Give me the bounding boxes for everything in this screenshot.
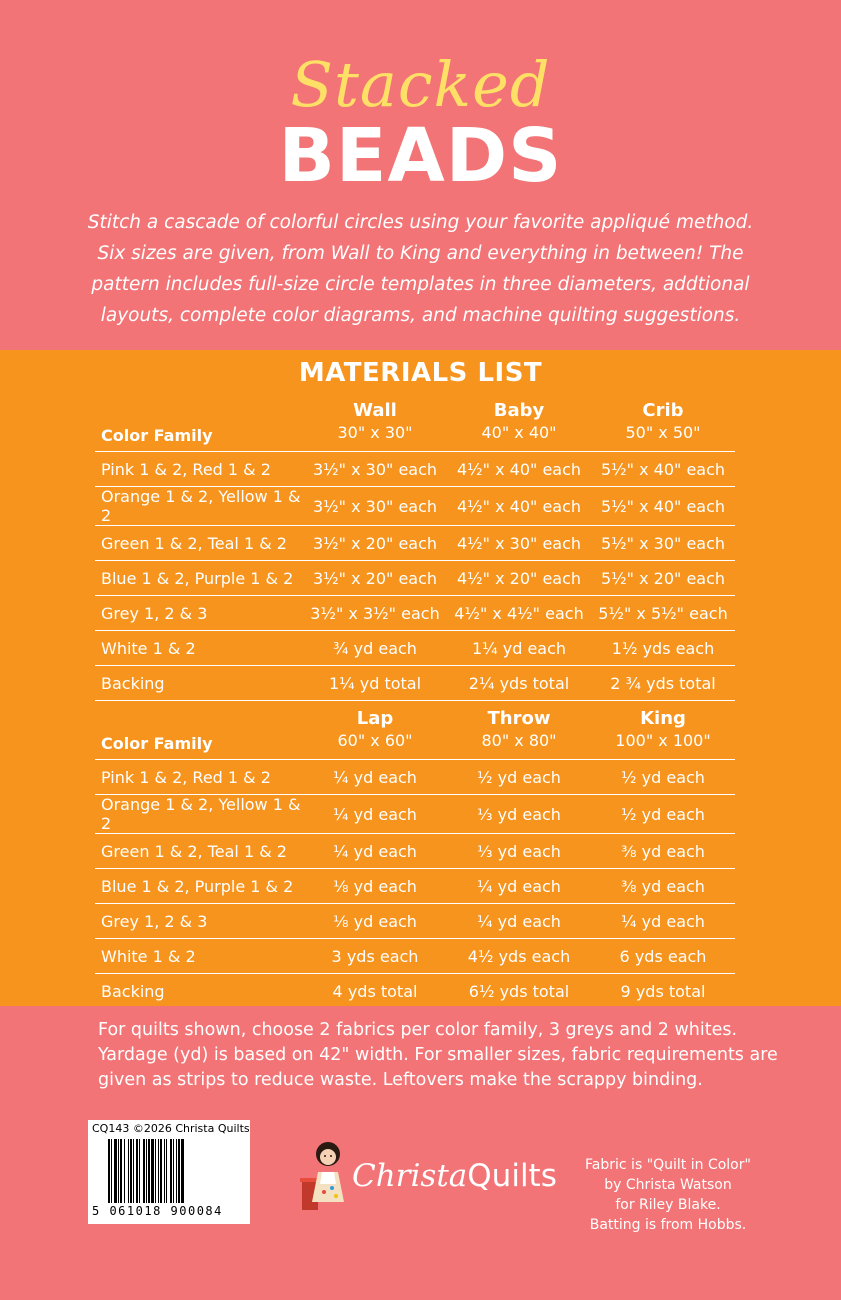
table-row bbox=[95, 561, 735, 596]
size-dimensions: 60" x 60" bbox=[337, 731, 413, 750]
logo-text-quilts: Quilts bbox=[467, 1158, 557, 1194]
credits-text bbox=[568, 1155, 768, 1235]
row-label: White 1 & 2 bbox=[95, 939, 303, 974]
table-cell: ¼ yd each bbox=[303, 795, 447, 834]
table-cell: 1¼ yd total bbox=[303, 666, 447, 701]
table-cell: 3 yds each bbox=[303, 939, 447, 974]
color-family-header: Color Family bbox=[95, 701, 303, 760]
materials-section bbox=[0, 350, 841, 1006]
table-cell: 5½" x 30" each bbox=[591, 526, 735, 561]
table-cell: 4½" x 40" each bbox=[447, 452, 591, 487]
row-label: Pink 1 & 2, Red 1 & 2 bbox=[95, 452, 303, 487]
table-cell: 6 yds each bbox=[591, 939, 735, 974]
title-main: BEADS bbox=[278, 113, 563, 199]
credits-line: by Christa Watson bbox=[604, 1177, 732, 1193]
size-dimensions: 80" x 80" bbox=[481, 731, 557, 750]
table-cell: 3½" x 20" each bbox=[303, 561, 447, 596]
size-name: King bbox=[640, 708, 686, 729]
table-row bbox=[95, 526, 735, 561]
table-cell: 3½" x 20" each bbox=[303, 526, 447, 561]
table-cell: 4 yds total bbox=[332, 981, 418, 1001]
size-dimensions: 30" x 30" bbox=[337, 423, 413, 442]
header-section bbox=[0, 0, 841, 350]
table-row bbox=[95, 596, 735, 631]
barcode-bars-icon bbox=[108, 1139, 232, 1203]
size-dimensions: 100" x 100" bbox=[615, 731, 711, 750]
table-cell: ¾ yd each bbox=[303, 631, 447, 666]
table-row bbox=[95, 834, 735, 869]
size-dimensions: 40" x 40" bbox=[481, 423, 557, 442]
table-cell: ⅓ yd each bbox=[447, 834, 591, 869]
row-label: Blue 1 & 2, Purple 1 & 2 bbox=[95, 561, 303, 596]
row-label: Backing bbox=[95, 666, 303, 701]
table-cell: 4½" x 30" each bbox=[447, 526, 591, 561]
logo-text bbox=[352, 1158, 557, 1194]
table-cell: 2¼ yds total bbox=[447, 666, 591, 701]
size-name: Lap bbox=[356, 708, 394, 729]
table-cell: ½ yd each bbox=[591, 760, 735, 795]
size-header-row bbox=[95, 701, 735, 760]
table-cell: 5½" x 5½" each bbox=[591, 596, 735, 631]
table-cell: ⅜ yd each bbox=[591, 869, 735, 904]
table-row bbox=[95, 869, 735, 904]
size-name: Baby bbox=[493, 400, 545, 421]
table-cell: 3½" x 30" each bbox=[303, 487, 447, 526]
table-cell: ¼ yd each bbox=[303, 834, 447, 869]
table-cell: 1¼ yd each bbox=[447, 631, 591, 666]
table-row bbox=[95, 666, 735, 701]
notes-text: For quilts shown, choose 2 fabrics per color family, 3 greys and 2 whites. Yardage (yd) is based on 42" width. For smaller sizes, fabric requirements are given as strips to reduce waste. Leftovers make the scrappy binding. bbox=[98, 1020, 778, 1090]
credits-line: Fabric is "Quilt in Color" bbox=[585, 1157, 751, 1173]
table-cell: 4½ yds each bbox=[447, 939, 591, 974]
size-header bbox=[591, 701, 735, 760]
table-row bbox=[95, 452, 735, 487]
table-cell: 4½" x 20" each bbox=[447, 561, 591, 596]
table-row bbox=[95, 760, 735, 795]
table-row bbox=[95, 795, 735, 834]
row-label: Pink 1 & 2, Red 1 & 2 bbox=[95, 760, 303, 795]
table-row bbox=[95, 631, 735, 666]
table-cell: 9 yds total bbox=[620, 981, 706, 1001]
table-cell: ¼ yd each bbox=[447, 869, 591, 904]
size-header-row bbox=[95, 393, 735, 452]
size-name: Throw bbox=[487, 708, 551, 729]
table-cell: 5½" x 40" each bbox=[591, 487, 735, 526]
table-cell: ⅜ yd each bbox=[591, 834, 735, 869]
table-row bbox=[95, 974, 735, 1009]
title-script: Stacked bbox=[290, 48, 551, 121]
logo-text-christa: Christa bbox=[352, 1158, 468, 1194]
credits-line: for Riley Blake. bbox=[615, 1197, 721, 1213]
size-header bbox=[303, 701, 447, 760]
table-cell: 6½ yds total bbox=[468, 981, 570, 1001]
table-row bbox=[95, 487, 735, 526]
table-row bbox=[95, 904, 735, 939]
barcode bbox=[88, 1120, 250, 1224]
row-label: Orange 1 & 2, Yellow 1 & 2 bbox=[95, 795, 303, 834]
table-cell: ¼ yd each bbox=[303, 760, 447, 795]
table-cell: 2 ¾ yds total bbox=[591, 666, 735, 701]
credits-line: Batting is from Hobbs. bbox=[589, 1217, 747, 1233]
row-label: Green 1 & 2, Teal 1 & 2 bbox=[95, 526, 303, 561]
quilter-figure-icon bbox=[300, 1132, 350, 1212]
materials-table bbox=[95, 393, 735, 1008]
table-cell: 4½" x 4½" each bbox=[447, 596, 591, 631]
christa-quilts-logo bbox=[300, 1132, 557, 1212]
barcode-digits: 5 061018 900084 bbox=[92, 1204, 223, 1218]
table-cell: ¼ yd each bbox=[591, 904, 735, 939]
size-header bbox=[303, 393, 447, 452]
table-cell: ¼ yd each bbox=[447, 904, 591, 939]
table-cell: 3½" x 30" each bbox=[303, 452, 447, 487]
table-cell: ⅛ yd each bbox=[303, 904, 447, 939]
size-name: Wall bbox=[353, 400, 397, 421]
size-name: Crib bbox=[642, 400, 684, 421]
table-cell: 3½" x 3½" each bbox=[303, 596, 447, 631]
table-cell: ½ yd each bbox=[591, 795, 735, 834]
size-dimensions: 50" x 50" bbox=[625, 423, 701, 442]
table-cell: 1½ yds each bbox=[591, 631, 735, 666]
table-row bbox=[95, 939, 735, 974]
row-label: Green 1 & 2, Teal 1 & 2 bbox=[95, 834, 303, 869]
size-header bbox=[447, 393, 591, 452]
color-family-header: Color Family bbox=[95, 393, 303, 452]
barcode-label: CQ143 ©2026 Christa Quilts bbox=[92, 1122, 250, 1135]
table-cell: ½ yd each bbox=[447, 760, 591, 795]
table-cell: 5½" x 40" each bbox=[591, 452, 735, 487]
row-label: Backing bbox=[101, 981, 165, 1001]
table-cell: ⅛ yd each bbox=[303, 869, 447, 904]
description-text: Stitch a cascade of colorful circles using your favorite appliqué method. Six sizes are given, from Wall to King and everything in between! The pattern includes full-size circle templates in three diameters, addtional layouts, complete color diagrams, and machine quilting suggestions. bbox=[87, 212, 754, 326]
row-label: White 1 & 2 bbox=[95, 631, 303, 666]
table-cell: ⅓ yd each bbox=[447, 795, 591, 834]
row-label: Orange 1 & 2, Yellow 1 & 2 bbox=[95, 487, 303, 526]
row-label: Blue 1 & 2, Purple 1 & 2 bbox=[95, 869, 303, 904]
materials-title: MATERIALS LIST bbox=[298, 358, 543, 388]
size-header bbox=[447, 701, 591, 760]
table-cell: 4½" x 40" each bbox=[447, 487, 591, 526]
size-header bbox=[591, 393, 735, 452]
table-cell: 5½" x 20" each bbox=[591, 561, 735, 596]
row-label: Grey 1, 2 & 3 bbox=[95, 596, 303, 631]
row-label: Grey 1, 2 & 3 bbox=[95, 904, 303, 939]
